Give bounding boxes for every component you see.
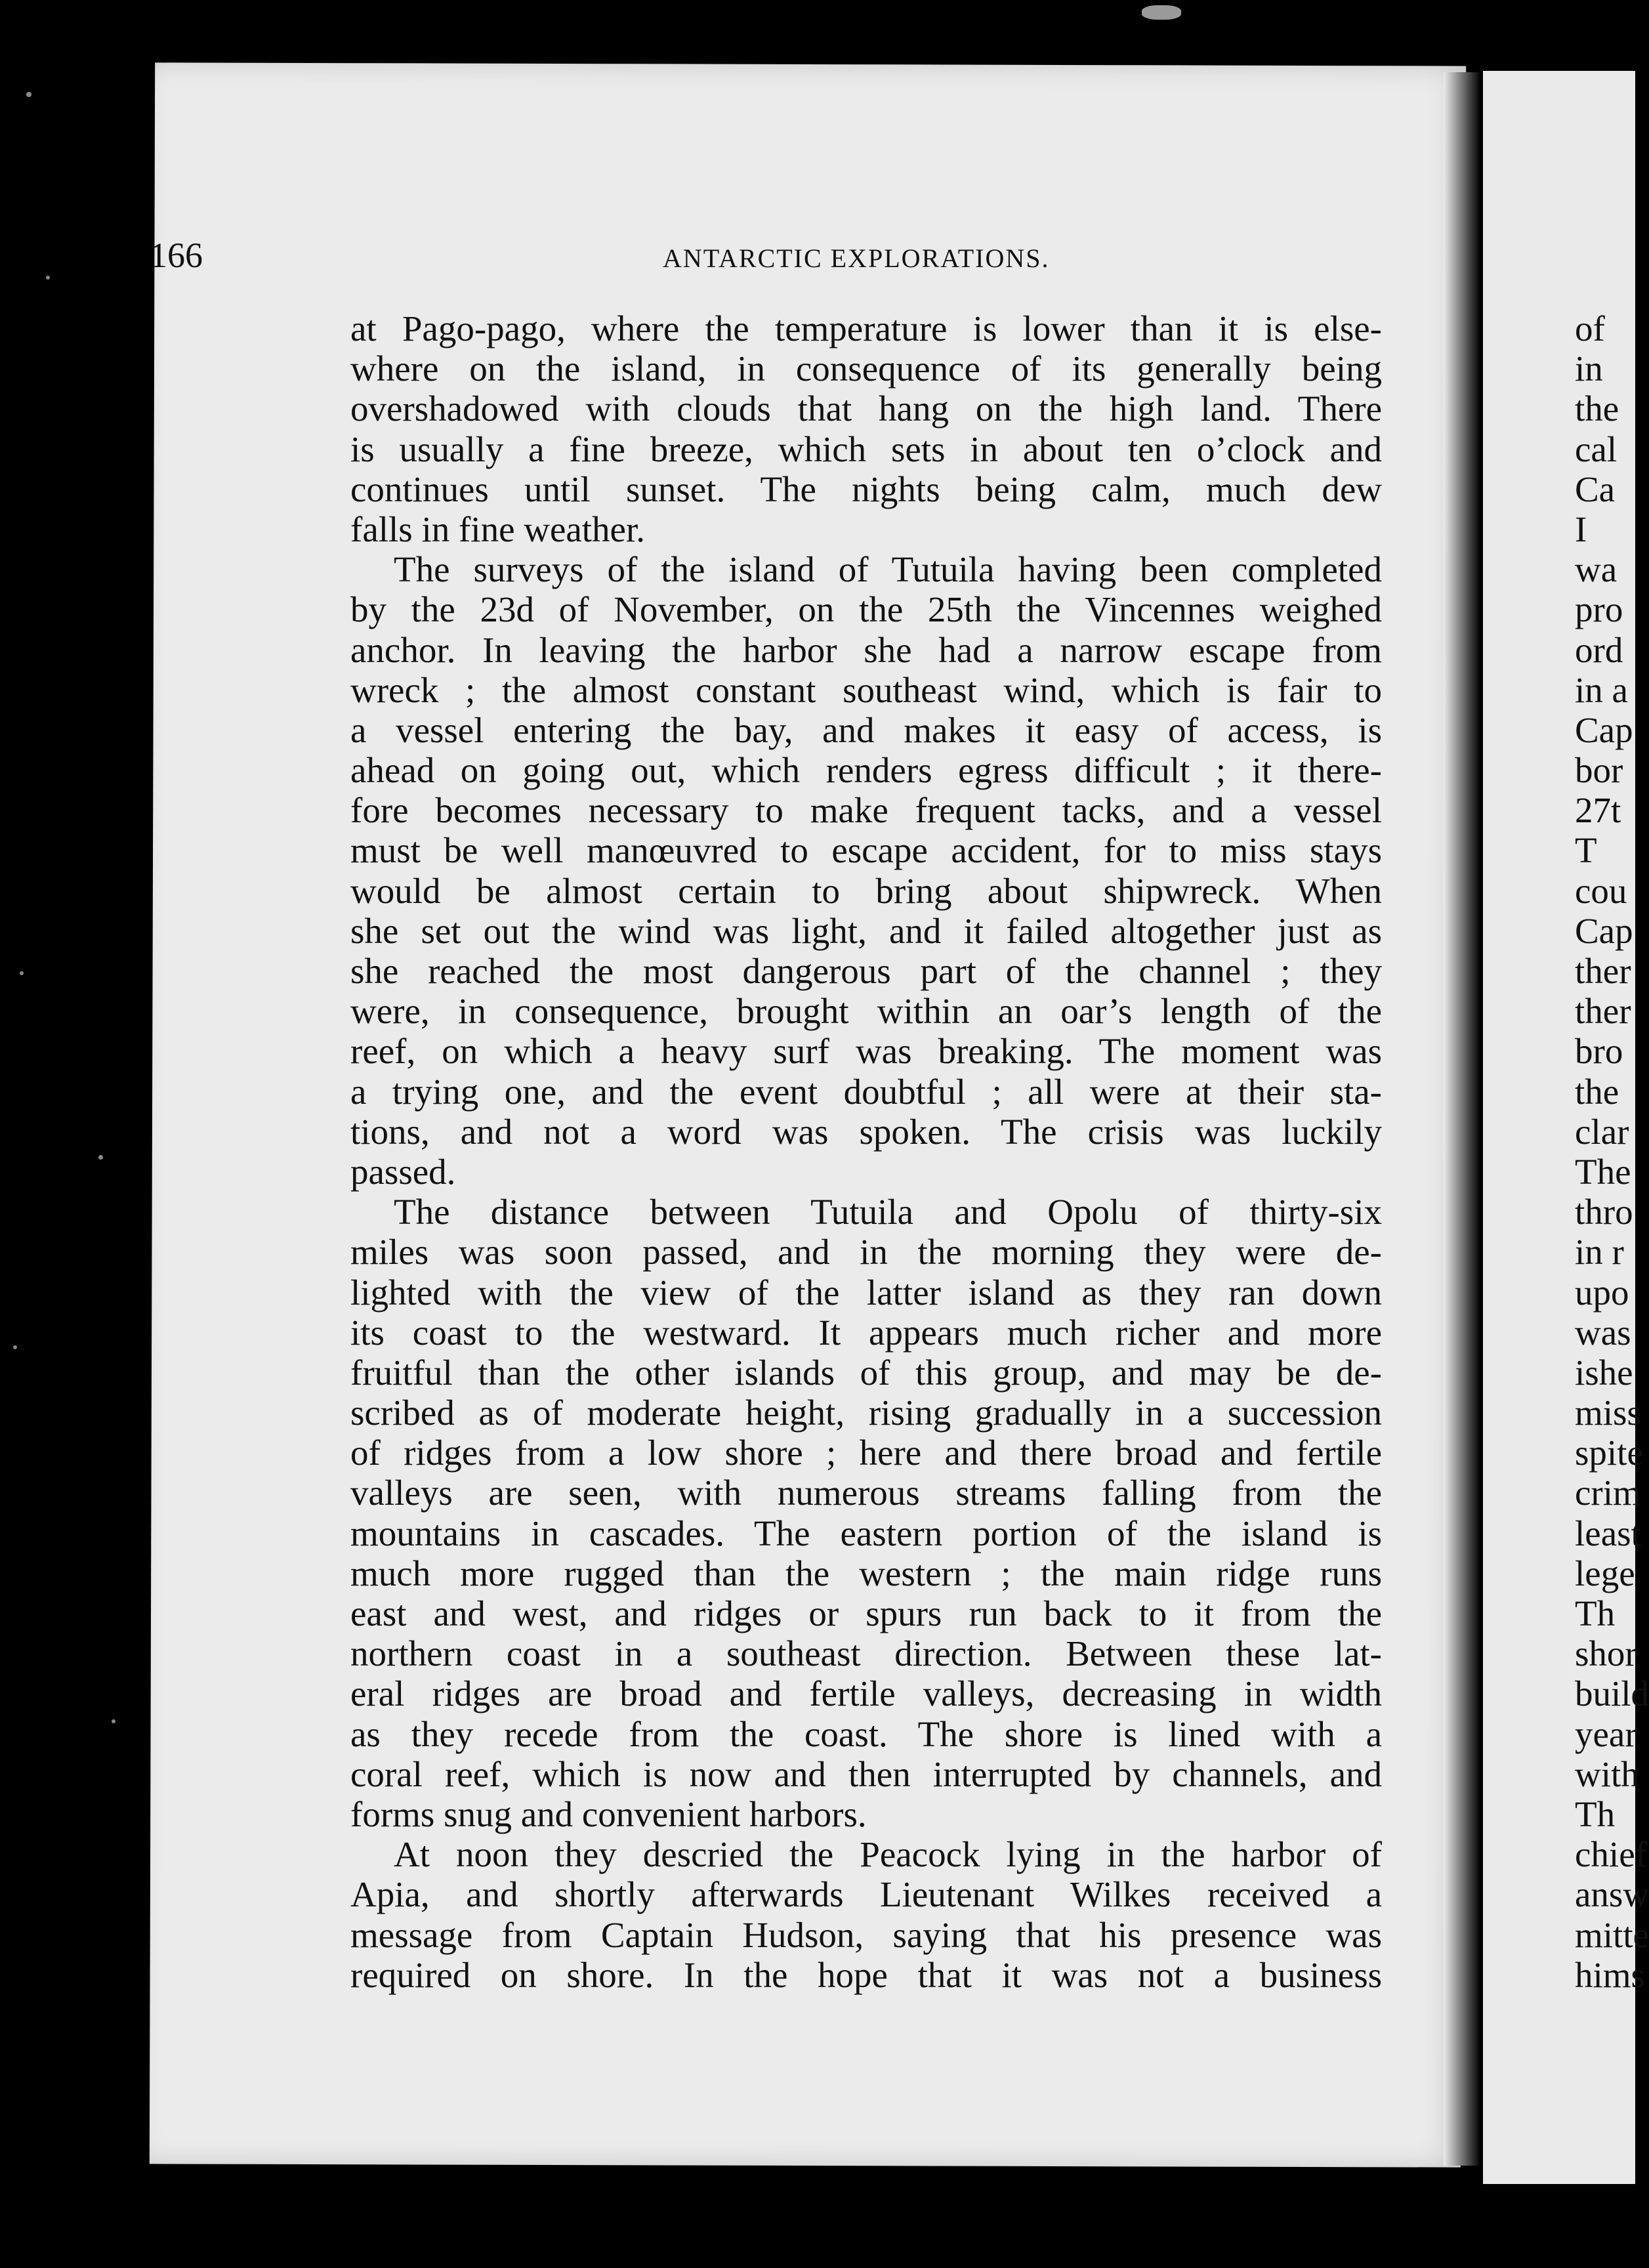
facing-page-fragment: Th (1575, 1593, 1616, 1633)
text-line: by the 23d of November, on the 25th the Vincennes weighed (350, 589, 1382, 630)
text-line: fore becomes necessary to make frequent tacks, and a vessel (350, 790, 1382, 831)
facing-page-fragment: Ca (1575, 469, 1616, 509)
facing-page-fragment: T (1575, 830, 1597, 871)
text-line: The distance between Tutuila and Opolu of thirty-six (394, 1192, 1382, 1232)
text-line: a vessel entering the bay, and makes it easy of access, is (350, 709, 1382, 750)
dust-speck (26, 92, 31, 97)
facing-page-fragment: ther (1575, 951, 1631, 991)
facing-page-fragment: lege (1575, 1553, 1635, 1593)
facing-page-fragment: Th (1575, 1794, 1616, 1834)
text-line: as they recede from the coast. The shore is lined with a (350, 1713, 1382, 1754)
facing-page-fragment: wa (1575, 549, 1618, 590)
facing-page-fragment: ther (1575, 991, 1631, 1032)
text-line: she set out the wind was light, and it failed altogether just as (350, 910, 1382, 951)
text-line: must be well manœuvred to escape accident, for to miss stays (350, 830, 1382, 871)
text-line: its coast to the westward. It appears much richer and more (350, 1312, 1382, 1353)
text-line: The surveys of the island of Tutuila having been completed (394, 549, 1382, 590)
text-line: lighted with the view of the latter island as they ran down (350, 1272, 1382, 1312)
text-line: of ridges from a low shore ; here and there broad and fertile (350, 1433, 1382, 1473)
dust-speck (13, 1345, 17, 1349)
facing-page-text-fragments (1575, 308, 1649, 1995)
text-line: At noon they descried the Peacock lying in the harbor of (394, 1834, 1382, 1875)
facing-page-fragment: hims (1575, 1954, 1645, 1995)
page-body-text (350, 308, 1382, 1995)
text-line: tions, and not a word was spoken. The crisis was luckily (350, 1111, 1382, 1152)
facing-page-fragment: cou (1575, 870, 1627, 911)
facing-page-fragment: mitte (1575, 1914, 1649, 1955)
text-line: much more rugged than the western ; the main ridge runs (350, 1553, 1382, 1593)
facing-page-fragment: in (1575, 348, 1603, 389)
text-line: northern coast in a southeast direction. Between these lat- (350, 1633, 1382, 1674)
text-line: message from Captain Hudson, saying that his presence was (350, 1914, 1382, 1955)
text-line: anchor. In leaving the harbor she had a narrow escape from (350, 629, 1382, 670)
facing-page-fragment: crim (1575, 1473, 1641, 1513)
facing-page-fragment: with (1575, 1754, 1639, 1794)
text-line: miles was soon passed, and in the morning they were de- (350, 1232, 1382, 1272)
page-number: 166 (150, 236, 203, 275)
facing-page-fragment: of (1575, 308, 1605, 348)
facing-page-fragment: spite (1575, 1433, 1643, 1473)
facing-page-fragment: bor (1575, 750, 1623, 791)
text-line: east and west, and ridges or spurs run back to it from the (350, 1593, 1382, 1633)
text-line: where on the island, in consequence of its generally being (350, 348, 1382, 389)
facing-page-fragment: thro (1575, 1192, 1633, 1232)
text-line: forms snug and convenient harbors. (350, 1794, 867, 1834)
facing-page-fragment: chief (1575, 1834, 1647, 1875)
text-line: scribed as of moderate height, rising gradually in a succession (350, 1393, 1382, 1433)
text-line: reef, on which a heavy surf was breaking. The moment was (350, 1031, 1382, 1072)
facing-page-fragment: Cap (1575, 910, 1633, 951)
facing-page-fragment: the (1575, 388, 1619, 429)
facing-page-fragment: cal (1575, 429, 1618, 469)
text-line: is usually a fine breeze, which sets in about ten o’clock and (350, 429, 1382, 469)
running-head: ANTARCTIC EXPLORATIONS. (663, 243, 1050, 273)
facing-page-fragment: bro (1575, 1031, 1623, 1072)
dust-speck (112, 1719, 115, 1723)
facing-page-fragment: pro (1575, 589, 1623, 630)
text-line: required on shore. In the hope that it was not a business (350, 1954, 1382, 1995)
facing-page-fragment: 27t (1575, 790, 1621, 831)
text-line: eral ridges are broad and fertile valleys, decreasing in width (350, 1673, 1382, 1714)
dust-speck (98, 1155, 103, 1160)
facing-page-fragment: Cap (1575, 709, 1633, 750)
text-line: continues until sunset. The nights being calm, much dew (350, 469, 1382, 509)
facing-page-fragment: in r (1575, 1232, 1624, 1272)
text-line: would be almost certain to bring about shipwreck. When (350, 870, 1382, 911)
facing-page-fragment: answ (1575, 1874, 1649, 1915)
facing-page-fragment: I (1575, 509, 1587, 549)
facing-page-fragment: year (1575, 1713, 1637, 1754)
text-line: were, in consequence, brought within an oar’s length of the (350, 991, 1382, 1032)
facing-page-fragment: ord (1575, 629, 1623, 670)
text-line: passed. (350, 1151, 456, 1192)
dust-speck (46, 276, 50, 280)
facing-page-fragment: in a (1575, 669, 1628, 710)
text-line: wreck ; the almost constant southeast wind, which is fair to (350, 669, 1382, 710)
facing-page-fragment: The (1575, 1151, 1631, 1192)
facing-page-fragment: ishe (1575, 1352, 1633, 1393)
facing-page-fragment: least (1575, 1513, 1641, 1553)
text-line: ahead on going out, which renders egress difficult ; it there- (350, 750, 1382, 791)
dust-speck (1142, 5, 1181, 20)
facing-page-fragment: clar (1575, 1111, 1629, 1152)
facing-page-fragment: build (1575, 1673, 1649, 1714)
text-line: a trying one, and the event doubtful ; all were at their sta- (350, 1071, 1382, 1112)
text-line: she reached the most dangerous part of the channel ; they (350, 951, 1382, 991)
facing-page-fragment: the (1575, 1071, 1619, 1112)
text-line: falls in fine weather. (350, 509, 645, 549)
text-line: at Pago-pago, where the temperature is lower than it is else- (350, 308, 1382, 348)
dust-speck (20, 971, 24, 975)
text-line: mountains in cascades. The eastern portion of the island is (350, 1513, 1382, 1553)
text-line: valleys are seen, with numerous streams falling from the (350, 1473, 1382, 1513)
text-line: fruitful than the other islands of this group, and may be de- (350, 1352, 1382, 1393)
facing-page-fragment: was (1575, 1312, 1631, 1353)
text-line: Apia, and shortly afterwards Lieutenant Wilkes received a (350, 1874, 1382, 1915)
text-line: overshadowed with clouds that hang on the high land. There (350, 388, 1382, 429)
facing-page-fragment: miss (1575, 1393, 1641, 1433)
text-line: coral reef, which is now and then interrupted by channels, and (350, 1754, 1382, 1794)
facing-page-fragment: shor (1575, 1633, 1637, 1674)
facing-page-fragment: upo (1575, 1272, 1629, 1312)
